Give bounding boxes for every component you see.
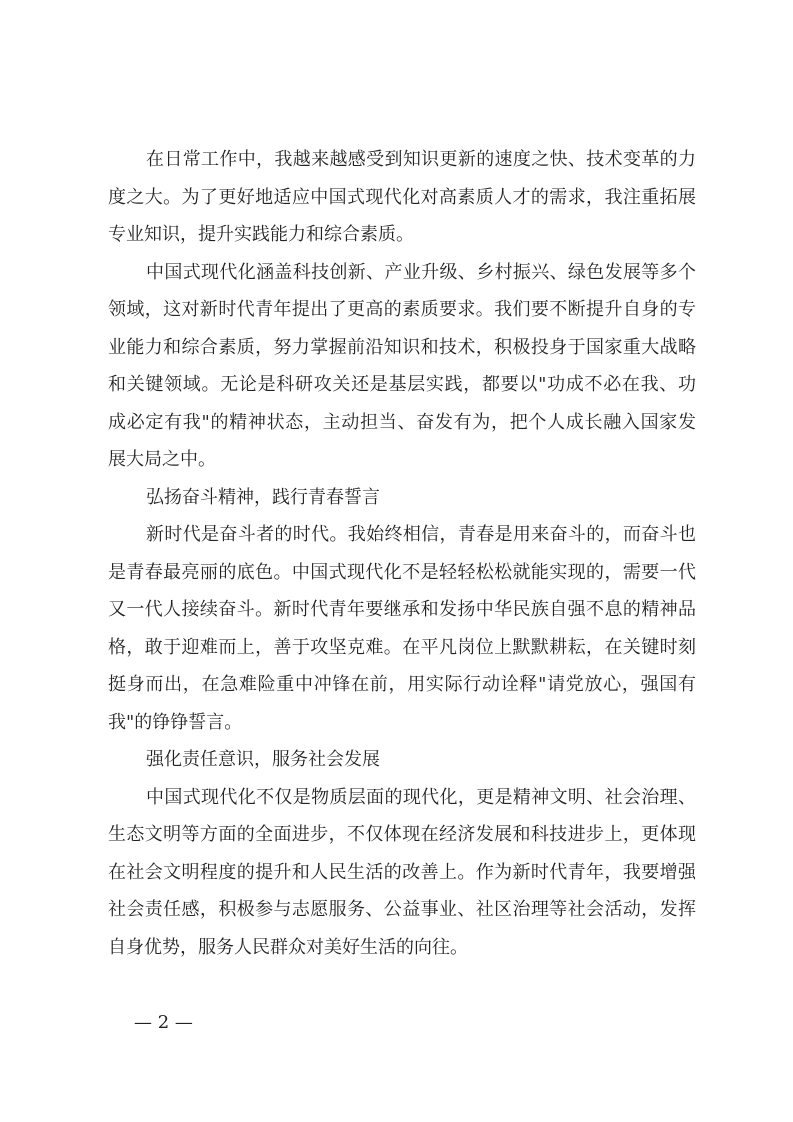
- paragraph-line: 业能力和综合素质，努力掌握前沿知识和技术，积极投身于国家重大战略: [108, 336, 696, 358]
- page-number: — 2 —: [134, 1012, 193, 1033]
- paragraph-line: 社会责任感，积极参与志愿服务、公益事业、社区治理等社会活动，发挥: [108, 899, 696, 920]
- paragraph-line: 挺身而出，在急难险重中冲锋在前，用实际行动诠释"请党放心，强国有: [108, 674, 696, 695]
- section-heading: 弘扬奋斗精神，践行青春誓言: [146, 486, 380, 508]
- paragraph-line: 我"的铮铮誓言。: [108, 711, 243, 733]
- paragraph-line: 度之大。为了更好地适应中国式现代化对高素质人才的需求，我注重拓展: [108, 186, 696, 208]
- paragraph-line: 在社会文明程度的提升和人民生活的改善上。作为新时代青年，我要增强: [108, 861, 696, 883]
- paragraph-line: 专业知识，提升实践能力和综合素质。: [108, 224, 414, 245]
- paragraph-line: 中国式现代化涵盖科技创新、产业升级、乡村振兴、绿色发展等多个: [146, 261, 696, 283]
- paragraph-line: 又一代人接续奋斗。新时代青年要继承和发扬中华民族自强不息的精神品: [108, 599, 696, 620]
- paragraph-line: 是青春最亮丽的底色。中国式现代化不是轻轻松松就能实现的，需要一代: [108, 561, 696, 583]
- paragraph-line: 生态文明等方面的全面进步，不仅体现在经济发展和科技进步上，更体现: [108, 824, 696, 845]
- paragraph-line: 中国式现代化不仅是物质层面的现代化，更是精神文明、社会治理、: [146, 786, 696, 808]
- paragraph-line: 自身优势，服务人民群众对美好生活的向往。: [108, 936, 468, 958]
- paragraph-line: 和关键领域。无论是科研攻关还是基层实践，都要以"功成不必在我、功: [108, 374, 696, 395]
- paragraph-line: 在日常工作中，我越来越感受到知识更新的速度之快、技术变革的力: [146, 149, 696, 170]
- paragraph-line: 新时代是奋斗者的时代。我始终相信，青春是用来奋斗的，而奋斗也: [146, 524, 696, 545]
- paragraph-line: 领域，这对新时代青年提出了更高的素质要求。我们要不断提升自身的专: [108, 299, 696, 320]
- section-heading: 强化责任意识，服务社会发展: [146, 749, 380, 770]
- paragraph-line: 成必定有我"的精神状态，主动担当、奋发有为，把个人成长融入国家发: [108, 411, 696, 433]
- paragraph-line: 格，敢于迎难而上，善于攻坚克难。在平凡岗位上默默耕耘，在关键时刻: [108, 636, 696, 658]
- paragraph-line: 展大局之中。: [108, 449, 216, 470]
